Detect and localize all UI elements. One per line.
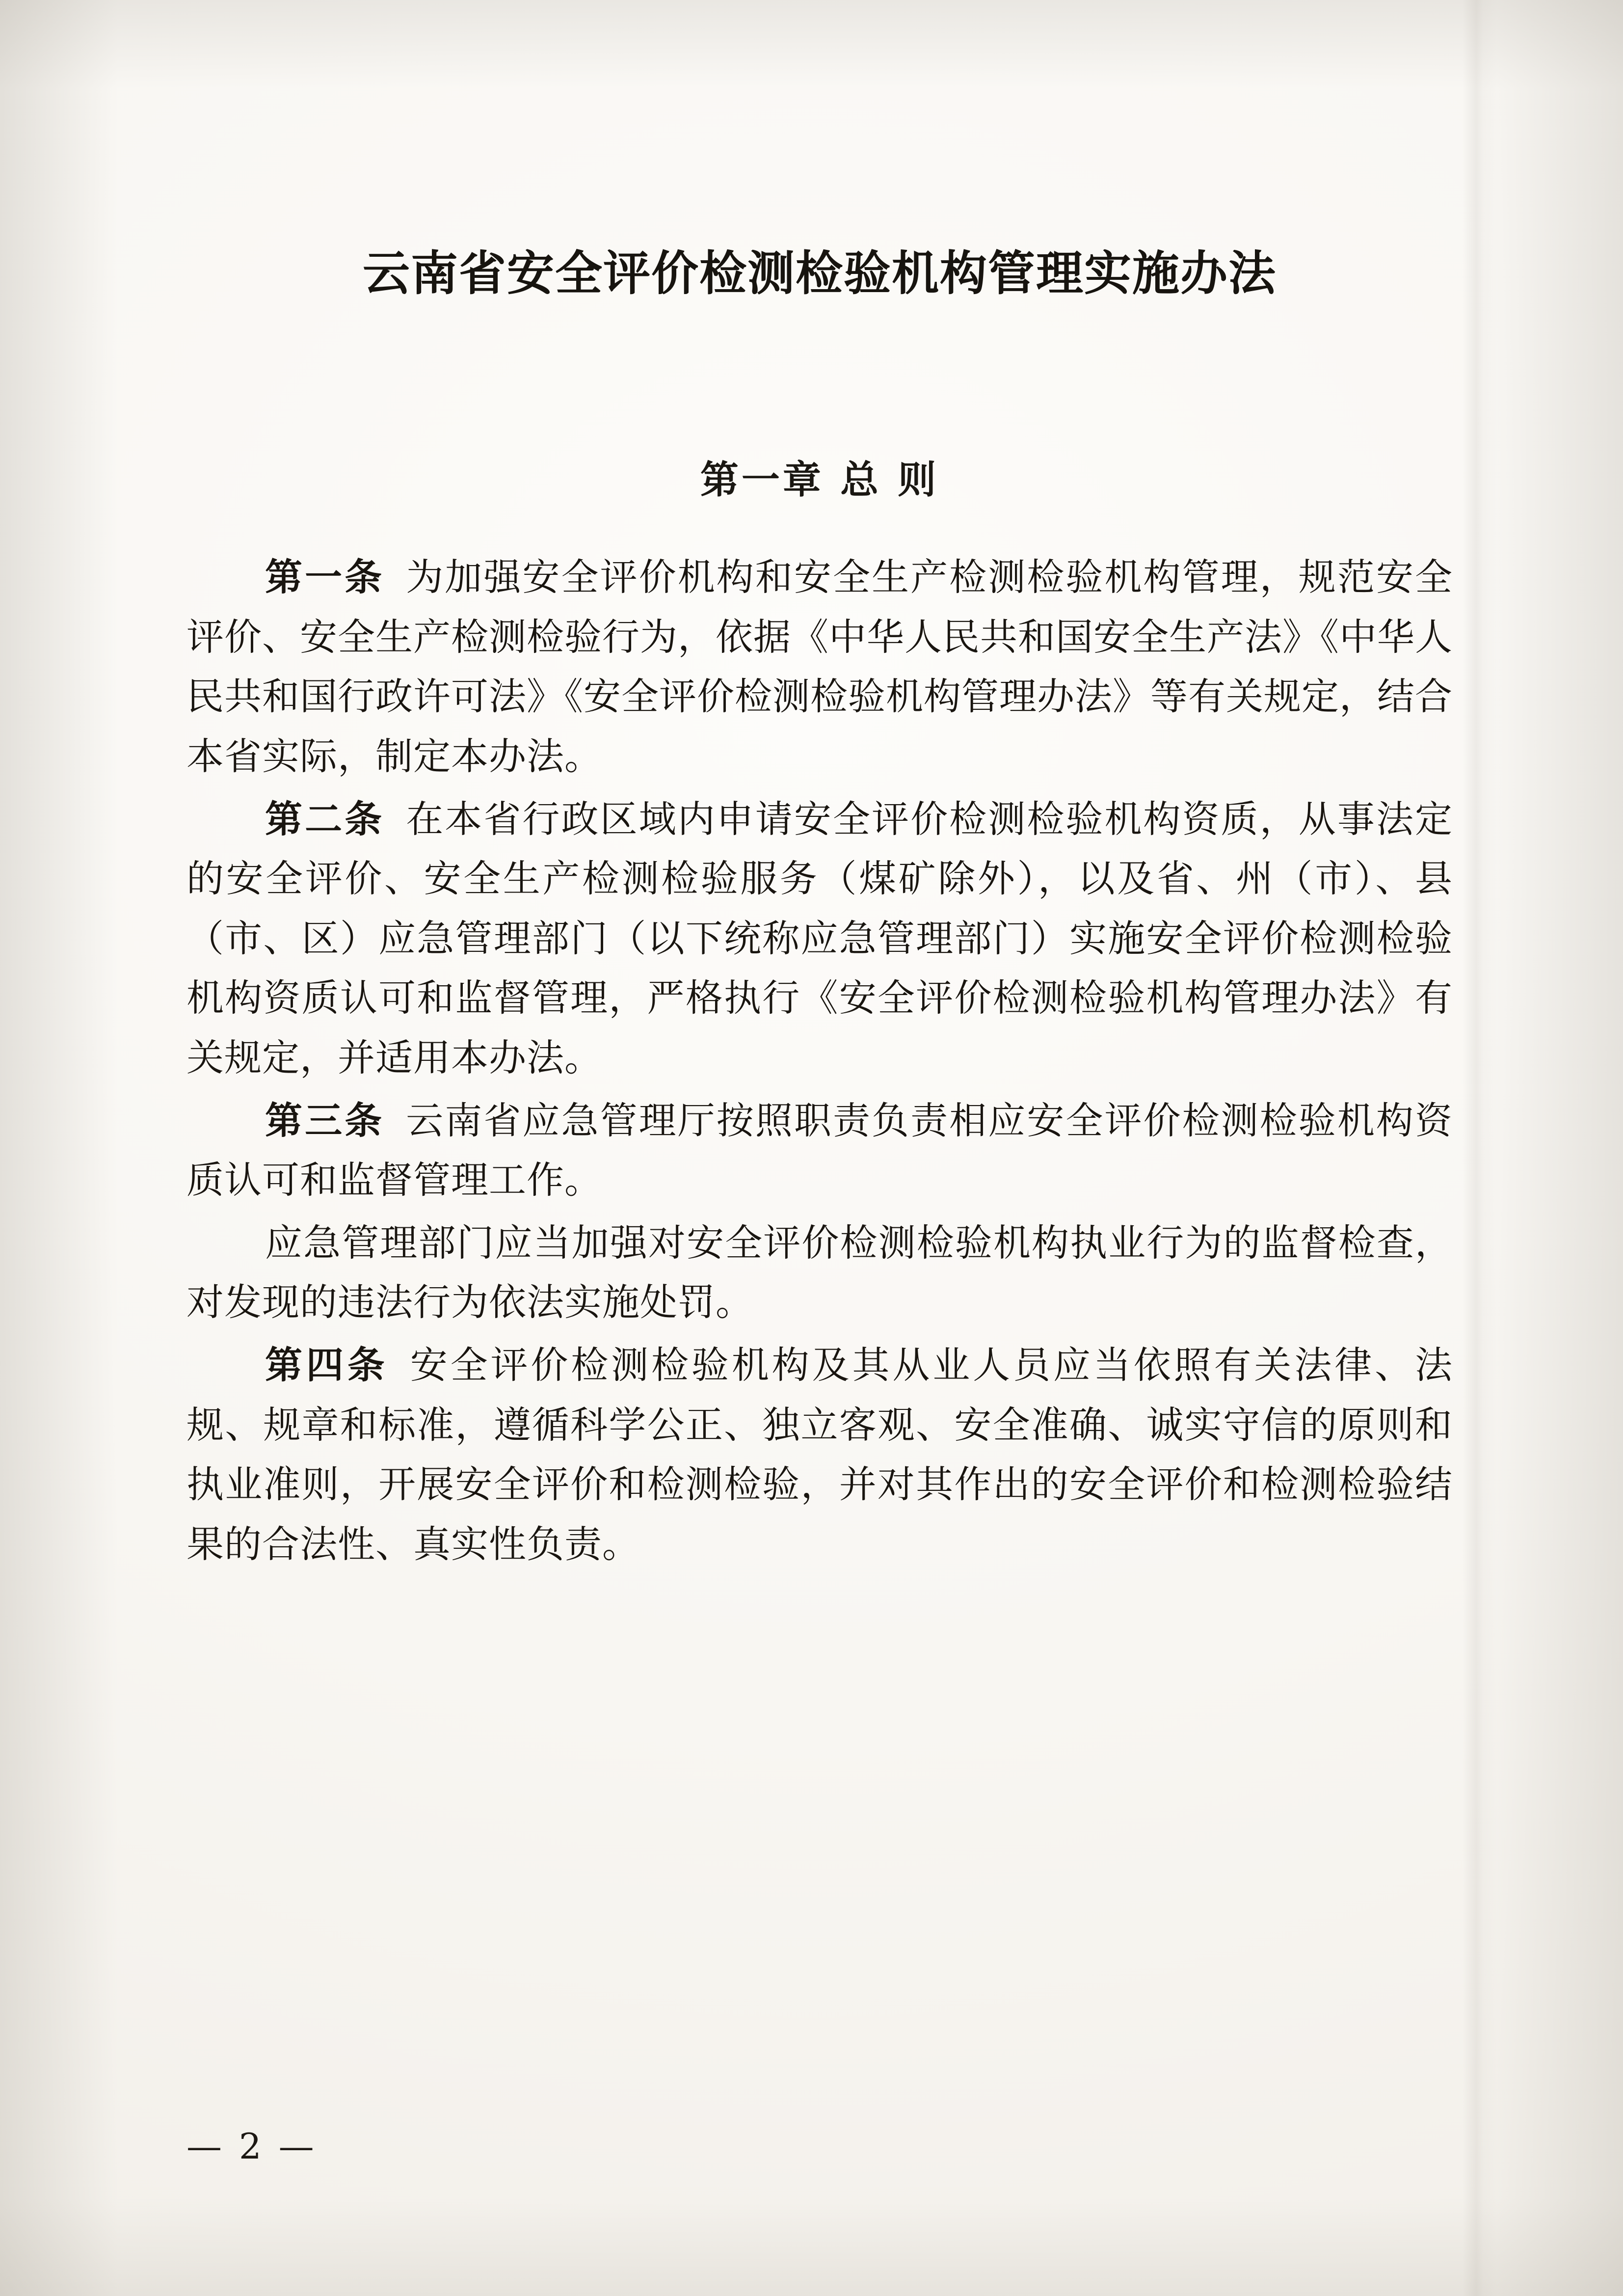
- body-text: [186, 547, 1453, 1574]
- article-label-3: 第三条: [265, 1098, 385, 1142]
- article-label-2: 第二条: [265, 797, 385, 841]
- page-crease: [1463, 0, 1497, 2296]
- page-edge-shadow-right: [1476, 0, 1623, 2296]
- article-text-1: 为加强安全评价机构和安全生产检测检验机构管理，规范安全评价、安全生产检测检验行为，依据《中华人民共和国安全生产法》《中华人民共和国行政许可法》《安全评价检测检验机构管理办法》等有关规定，结合本省实际，制定本办法。: [186, 555, 1453, 778]
- paragraph-article-3-continued: [186, 1213, 1453, 1332]
- page-edge-shadow-left: [0, 0, 118, 2296]
- page-number: — 2 —: [186, 2126, 317, 2167]
- article-label-4: 第四条: [265, 1343, 389, 1387]
- chapter-heading: 第一章 总 则: [700, 458, 939, 503]
- article-text-3: 云南省应急管理厅按照职责负责相应安全评价检测检验机构资质认可和监督管理工作。: [186, 1098, 1453, 1202]
- article-text-4: 安全评价检测检验机构及其从业人员应当依照有关法律、法规、规章和标准，遵循科学公正、独立客观、安全准确、诚实守信的原则和执业准则，开展安全评价和检测检验，并对其作出的安全评价和检测检验结果的合法性、真实性负责。: [186, 1343, 1453, 1566]
- document-content: [186, 0, 1453, 2296]
- paragraph-article-1: [186, 547, 1453, 786]
- article-text-2: 在本省行政区域内申请安全评价检测检验机构资质，从事法定的安全评价、安全生产检测检验服务（煤矿除外），以及省、州（市）、县（市、区）应急管理部门（以下统称应急管理部门）实施安全评价检测检验机构资质认可和监督管理，严格执行《安全评价检测检验机构管理办法》有关规定，并适用本办法。: [186, 797, 1453, 1080]
- paragraph-article-2: [186, 789, 1453, 1088]
- article-text-3-continued: 应急管理部门应当加强对安全评价检测检验机构执业行为的监督检查，对发现的违法行为依法实施处罚。: [186, 1220, 1453, 1324]
- article-label-1: 第一条: [265, 555, 385, 599]
- paragraph-article-4: [186, 1335, 1453, 1574]
- document-title: 云南省安全评价检测检验机构管理实施办法: [363, 246, 1277, 301]
- paragraph-article-3: [186, 1091, 1453, 1210]
